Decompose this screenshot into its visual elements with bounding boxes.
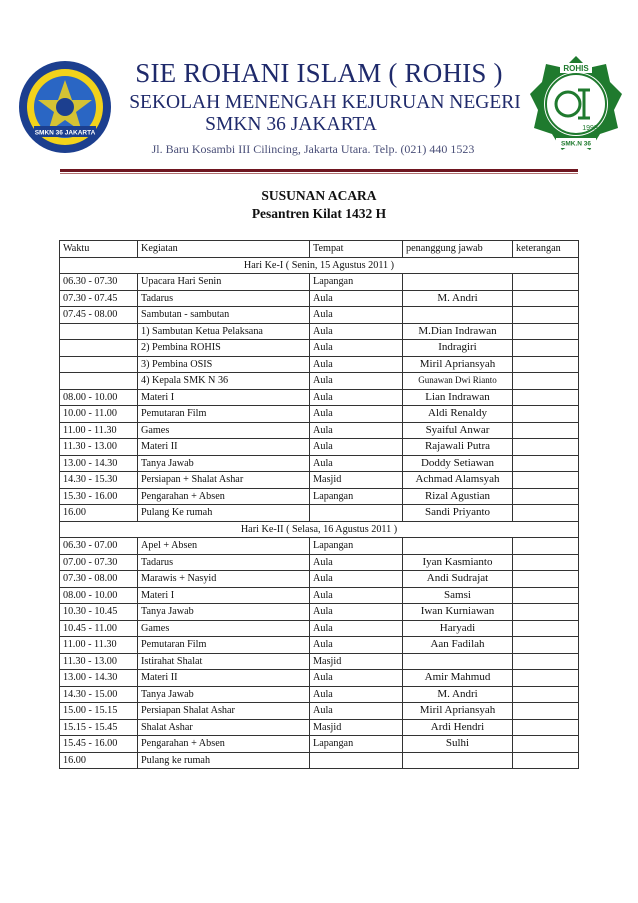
cell-keterangan [513, 323, 579, 340]
cell-kegiatan: Games [138, 422, 310, 439]
header-penanggung-jawab: penanggung jawab [403, 241, 513, 258]
cell-tempat: Aula [310, 373, 403, 390]
school-name-line1: SEKOLAH MENENGAH KEJURUAN NEGERI [129, 92, 521, 113]
cell-waktu: 11.00 - 11.30 [60, 637, 138, 654]
cell-tempat [310, 752, 403, 769]
header-waktu: Waktu [60, 241, 138, 258]
cell-waktu: 10.45 - 11.00 [60, 620, 138, 637]
table-row [60, 323, 579, 340]
table-row [60, 703, 579, 720]
cell-keterangan [513, 653, 579, 670]
cell-waktu [60, 356, 138, 373]
cell-waktu: 07.30 - 08.00 [60, 571, 138, 588]
table-row [60, 637, 579, 654]
cell-keterangan [513, 686, 579, 703]
cell-penanggung-jawab [403, 653, 513, 670]
cell-penanggung-jawab: Miril Apriansyah [403, 356, 513, 373]
cell-keterangan [513, 274, 579, 291]
cell-keterangan [513, 736, 579, 753]
cell-penanggung-jawab: Syaiful Anwar [403, 422, 513, 439]
cell-keterangan [513, 356, 579, 373]
cell-kegiatan: Persiapan Shalat Ashar [138, 703, 310, 720]
cell-kegiatan: Pemutaran Film [138, 406, 310, 423]
cell-keterangan [513, 439, 579, 456]
table-row [60, 406, 579, 423]
cell-keterangan [513, 422, 579, 439]
cell-keterangan [513, 620, 579, 637]
cell-tempat: Aula [310, 587, 403, 604]
cell-keterangan [513, 373, 579, 390]
table-row [60, 571, 579, 588]
cell-kegiatan: Persiapan + Shalat Ashar [138, 472, 310, 489]
cell-keterangan [513, 637, 579, 654]
cell-keterangan [513, 455, 579, 472]
cell-keterangan [513, 307, 579, 324]
cell-penanggung-jawab: Rajawali Putra [403, 439, 513, 456]
header-title: SIE ROHANI ISLAM ( ROHIS ) [135, 58, 503, 88]
cell-penanggung-jawab: Iwan Kurniawan [403, 604, 513, 621]
cell-penanggung-jawab: Aldi Renaldy [403, 406, 513, 423]
cell-waktu: 15.15 - 15.45 [60, 719, 138, 736]
cell-waktu: 14.30 - 15.00 [60, 686, 138, 703]
cell-tempat: Aula [310, 670, 403, 687]
cell-penanggung-jawab: Gunawan Dwi Rianto [403, 373, 513, 390]
cell-kegiatan: Tanya Jawab [138, 604, 310, 621]
cell-keterangan [513, 554, 579, 571]
cell-kegiatan: Materi I [138, 587, 310, 604]
cell-tempat: Aula [310, 455, 403, 472]
cell-tempat: Lapangan [310, 274, 403, 291]
cell-keterangan [513, 472, 579, 489]
cell-waktu: 11.00 - 11.30 [60, 422, 138, 439]
cell-penanggung-jawab: Indragiri [403, 340, 513, 357]
cell-tempat: Lapangan [310, 488, 403, 505]
header-tempat: Tempat [310, 241, 403, 258]
cell-waktu: 10.00 - 11.00 [60, 406, 138, 423]
cell-penanggung-jawab [403, 307, 513, 324]
cell-waktu: 06.30 - 07.30 [60, 274, 138, 291]
cell-tempat: Lapangan [310, 538, 403, 555]
table-row [60, 455, 579, 472]
cell-penanggung-jawab: Achmad Alamsyah [403, 472, 513, 489]
header-divider [60, 169, 578, 172]
table-row [60, 340, 579, 357]
header-kegiatan: Kegiatan [138, 241, 310, 258]
cell-waktu: 16.00 [60, 752, 138, 769]
table-row [60, 554, 579, 571]
cell-kegiatan: Istirahat Shalat [138, 653, 310, 670]
cell-tempat: Aula [310, 389, 403, 406]
cell-tempat: Aula [310, 604, 403, 621]
cell-kegiatan: 1) Sambutan Ketua Pelaksana [138, 323, 310, 340]
cell-keterangan [513, 488, 579, 505]
cell-keterangan [513, 406, 579, 423]
table-row [60, 488, 579, 505]
cell-kegiatan: 4) Kepala SMK N 36 [138, 373, 310, 390]
table-row [60, 653, 579, 670]
cell-waktu: 11.30 - 13.00 [60, 439, 138, 456]
cell-tempat: Aula [310, 406, 403, 423]
cell-penanggung-jawab: Sulhi [403, 736, 513, 753]
cell-waktu [60, 323, 138, 340]
cell-penanggung-jawab: Haryadi [403, 620, 513, 637]
cell-kegiatan: Materi I [138, 389, 310, 406]
cell-penanggung-jawab: Lian Indrawan [403, 389, 513, 406]
cell-tempat [310, 505, 403, 522]
cell-kegiatan: Pengarahan + Absen [138, 488, 310, 505]
cell-tempat: Aula [310, 686, 403, 703]
cell-keterangan [513, 571, 579, 588]
cell-tempat: Aula [310, 323, 403, 340]
table-row [60, 604, 579, 621]
cell-tempat: Aula [310, 703, 403, 720]
header-keterangan: keterangan [513, 241, 579, 258]
day-header-row [60, 257, 579, 274]
cell-penanggung-jawab: Ardi Hendri [403, 719, 513, 736]
cell-tempat: Aula [310, 422, 403, 439]
cell-keterangan [513, 719, 579, 736]
cell-keterangan [513, 290, 579, 307]
table-header-row [60, 241, 579, 258]
cell-waktu: 13.00 - 14.30 [60, 455, 138, 472]
cell-penanggung-jawab: Doddy Setiawan [403, 455, 513, 472]
cell-waktu: 15.45 - 16.00 [60, 736, 138, 753]
cell-waktu: 15.00 - 15.15 [60, 703, 138, 720]
cell-waktu: 08.00 - 10.00 [60, 587, 138, 604]
cell-waktu: 08.00 - 10.00 [60, 389, 138, 406]
cell-penanggung-jawab: Iyan Kasmianto [403, 554, 513, 571]
cell-kegiatan: Materi II [138, 670, 310, 687]
cell-kegiatan: Apel + Absen [138, 538, 310, 555]
cell-penanggung-jawab: M. Andri [403, 686, 513, 703]
cell-penanggung-jawab: M. Andri [403, 290, 513, 307]
document-title: SUSUNAN ACARA [261, 188, 377, 203]
cell-penanggung-jawab: Miril Apriansyah [403, 703, 513, 720]
cell-penanggung-jawab: Samsi [403, 587, 513, 604]
table-row [60, 290, 579, 307]
header-divider-thin [60, 173, 578, 174]
cell-waktu [60, 340, 138, 357]
cell-waktu: 06.30 - 07.00 [60, 538, 138, 555]
cell-keterangan [513, 505, 579, 522]
table-row [60, 505, 579, 522]
cell-kegiatan: Pemutaran Film [138, 637, 310, 654]
cell-tempat: Aula [310, 340, 403, 357]
table-row [60, 274, 579, 291]
cell-keterangan [513, 703, 579, 720]
cell-tempat: Masjid [310, 653, 403, 670]
cell-kegiatan: Shalat Ashar [138, 719, 310, 736]
cell-tempat: Aula [310, 554, 403, 571]
cell-penanggung-jawab: Andi Sudrajat [403, 571, 513, 588]
cell-keterangan [513, 752, 579, 769]
table-row [60, 472, 579, 489]
cell-waktu: 16.00 [60, 505, 138, 522]
table-row [60, 620, 579, 637]
cell-tempat: Aula [310, 356, 403, 373]
table-row [60, 686, 579, 703]
cell-penanggung-jawab [403, 538, 513, 555]
cell-waktu: 14.30 - 15.30 [60, 472, 138, 489]
cell-kegiatan: Tadarus [138, 290, 310, 307]
cell-kegiatan: Upacara Hari Senin [138, 274, 310, 291]
cell-tempat: Aula [310, 571, 403, 588]
cell-kegiatan: Pulang Ke rumah [138, 505, 310, 522]
cell-penanggung-jawab: Aan Fadilah [403, 637, 513, 654]
cell-keterangan [513, 389, 579, 406]
table-row [60, 307, 579, 324]
cell-penanggung-jawab: Amir Mahmud [403, 670, 513, 687]
cell-waktu: 10.30 - 10.45 [60, 604, 138, 621]
cell-kegiatan: Tanya Jawab [138, 455, 310, 472]
cell-tempat: Masjid [310, 719, 403, 736]
cell-keterangan [513, 604, 579, 621]
cell-waktu [60, 373, 138, 390]
cell-tempat: Aula [310, 637, 403, 654]
cell-penanggung-jawab: Sandi Priyanto [403, 505, 513, 522]
table-row [60, 752, 579, 769]
cell-kegiatan: Sambutan - sambutan [138, 307, 310, 324]
cell-penanggung-jawab [403, 752, 513, 769]
day-header: Hari Ke-I ( Senin, 15 Agustus 2011 ) [60, 257, 579, 274]
cell-kegiatan: Pulang ke rumah [138, 752, 310, 769]
cell-keterangan [513, 538, 579, 555]
cell-tempat: Aula [310, 439, 403, 456]
left-logo-text: SMKN 36 JAKARTA [34, 129, 96, 137]
cell-tempat: Aula [310, 307, 403, 324]
cell-waktu: 15.30 - 16.00 [60, 488, 138, 505]
table-row [60, 538, 579, 555]
cell-tempat: Masjid [310, 472, 403, 489]
cell-kegiatan: Materi II [138, 439, 310, 456]
table-row [60, 736, 579, 753]
cell-kegiatan: Tadarus [138, 554, 310, 571]
cell-keterangan [513, 670, 579, 687]
table-row [60, 373, 579, 390]
cell-waktu: 13.00 - 14.30 [60, 670, 138, 687]
table-row [60, 439, 579, 456]
cell-keterangan [513, 340, 579, 357]
cell-kegiatan: Tanya Jawab [138, 686, 310, 703]
cell-kegiatan: Pengarahan + Absen [138, 736, 310, 753]
schedule-table [59, 240, 579, 769]
school-address: Jl. Baru Kosambi III Cilincing, Jakarta Utara. Telp. (021) 440 1523 [151, 142, 475, 156]
right-logo-text: ROHIS [563, 64, 589, 73]
cell-kegiatan: 3) Pembina OSIS [138, 356, 310, 373]
table-row [60, 587, 579, 604]
cell-tempat: Aula [310, 290, 403, 307]
day-header-row [60, 521, 579, 538]
cell-tempat: Lapangan [310, 736, 403, 753]
table-row [60, 670, 579, 687]
cell-penanggung-jawab: Rizal Agustian [403, 488, 513, 505]
cell-waktu: 07.30 - 07.45 [60, 290, 138, 307]
cell-kegiatan: Marawis + Nasyid [138, 571, 310, 588]
table-row [60, 389, 579, 406]
document-subtitle: Pesantren Kilat 1432 H [251, 206, 387, 221]
cell-tempat: Aula [310, 620, 403, 637]
school-name-line2: SMKN 36 JAKARTA [205, 114, 377, 135]
table-row [60, 719, 579, 736]
cell-waktu: 07.45 - 08.00 [60, 307, 138, 324]
day-header: Hari Ke-II ( Selasa, 16 Agustus 2011 ) [60, 521, 579, 538]
table-row [60, 356, 579, 373]
cell-kegiatan: 2) Pembina ROHIS [138, 340, 310, 357]
cell-penanggung-jawab [403, 274, 513, 291]
cell-keterangan [513, 587, 579, 604]
right-logo-year: 1999 [582, 125, 598, 132]
right-logo-bottom: SMK.N 36 [561, 140, 591, 148]
table-row [60, 422, 579, 439]
cell-waktu: 11.30 - 13.00 [60, 653, 138, 670]
cell-penanggung-jawab: M.Dian Indrawan [403, 323, 513, 340]
cell-waktu: 07.00 - 07.30 [60, 554, 138, 571]
cell-kegiatan: Games [138, 620, 310, 637]
